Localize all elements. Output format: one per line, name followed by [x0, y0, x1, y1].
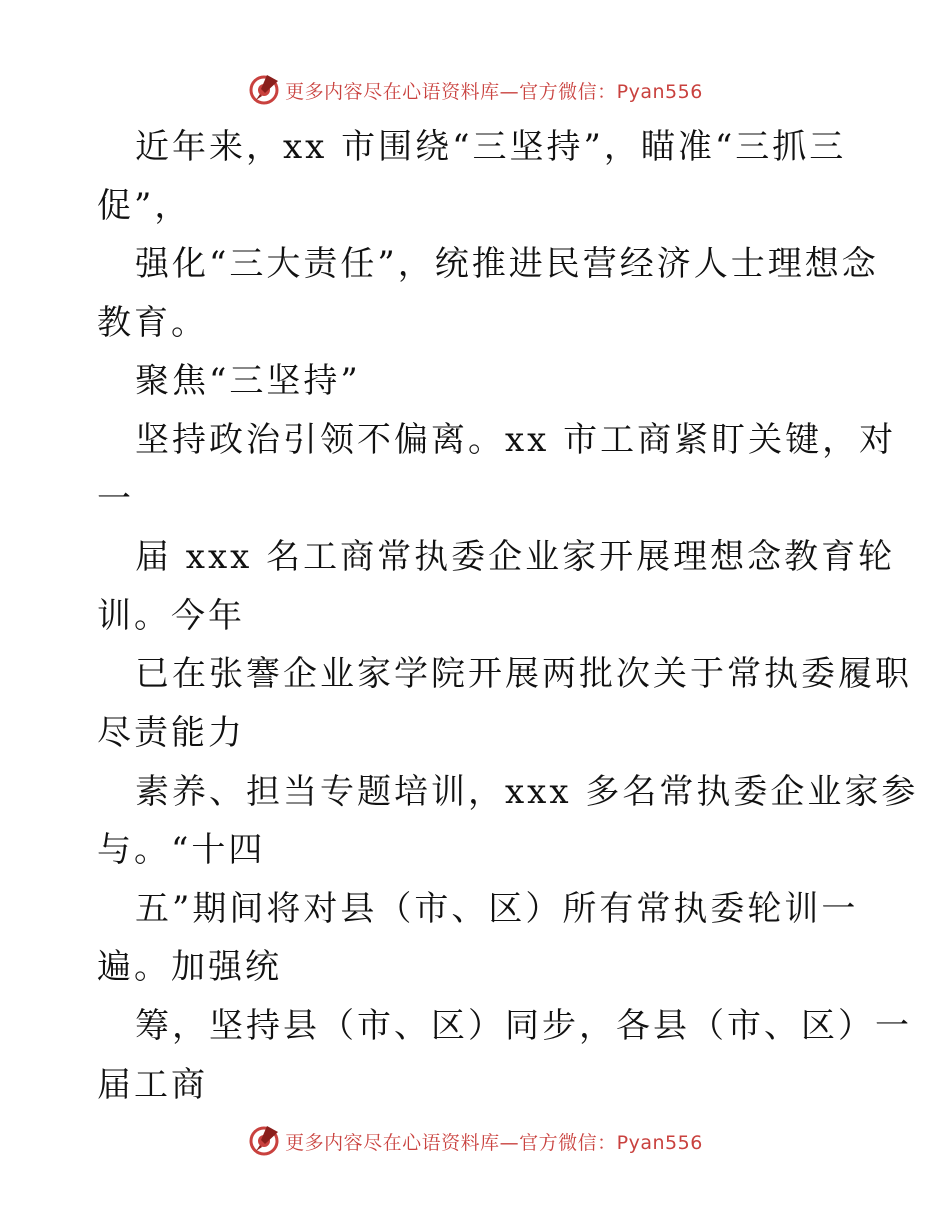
text-line: 尽责能力: [97, 712, 245, 753]
watermark-text: 更多内容尽在心语资料库—官方微信：Pyan556: [285, 1131, 703, 1154]
watermark-text: 更多内容尽在心语资料库—官方微信：Pyan556: [285, 80, 703, 103]
text-line: 促”，: [97, 185, 192, 226]
text-line: 已在张謇企业家学院开展两批次关于常执委履职: [135, 654, 912, 695]
text-line: 强化“三大责任”，统推进民营经济人士理想念: [135, 244, 879, 285]
text-line: 训。今年: [97, 595, 245, 636]
pen-circle-logo-icon: [247, 73, 281, 107]
text-line: 素养、担当专题培训，xxx 多名常执委企业家参: [135, 771, 919, 812]
text-line: 聚焦“三坚持”: [135, 361, 361, 402]
document-body: [97, 118, 919, 1114]
text-line: 五”期间将对县（市、区）所有常执委轮训一: [135, 888, 859, 929]
footer-watermark: [0, 1121, 950, 1161]
text-line: 届工商: [97, 1064, 208, 1105]
text-line: 教育。: [97, 302, 208, 343]
pen-circle-logo-icon: [247, 1124, 281, 1158]
text-line: 近年来，xx 市围绕“三坚持”，瞄准“三抓三: [135, 127, 847, 167]
header-watermark: [0, 70, 950, 110]
text-line: 筹，坚持县（市、区）同步，各县（市、区）一: [135, 1005, 912, 1046]
text-line: 一: [97, 478, 134, 519]
text-line: 坚持政治引领不偏离。xx 市工商紧盯关键，对: [135, 419, 897, 460]
text-line: 遍。加强统: [97, 947, 282, 988]
text-line: 届 xxx 名工商常执委企业家开展理想念教育轮: [135, 537, 896, 578]
text-line: 与。“十四: [97, 830, 266, 871]
